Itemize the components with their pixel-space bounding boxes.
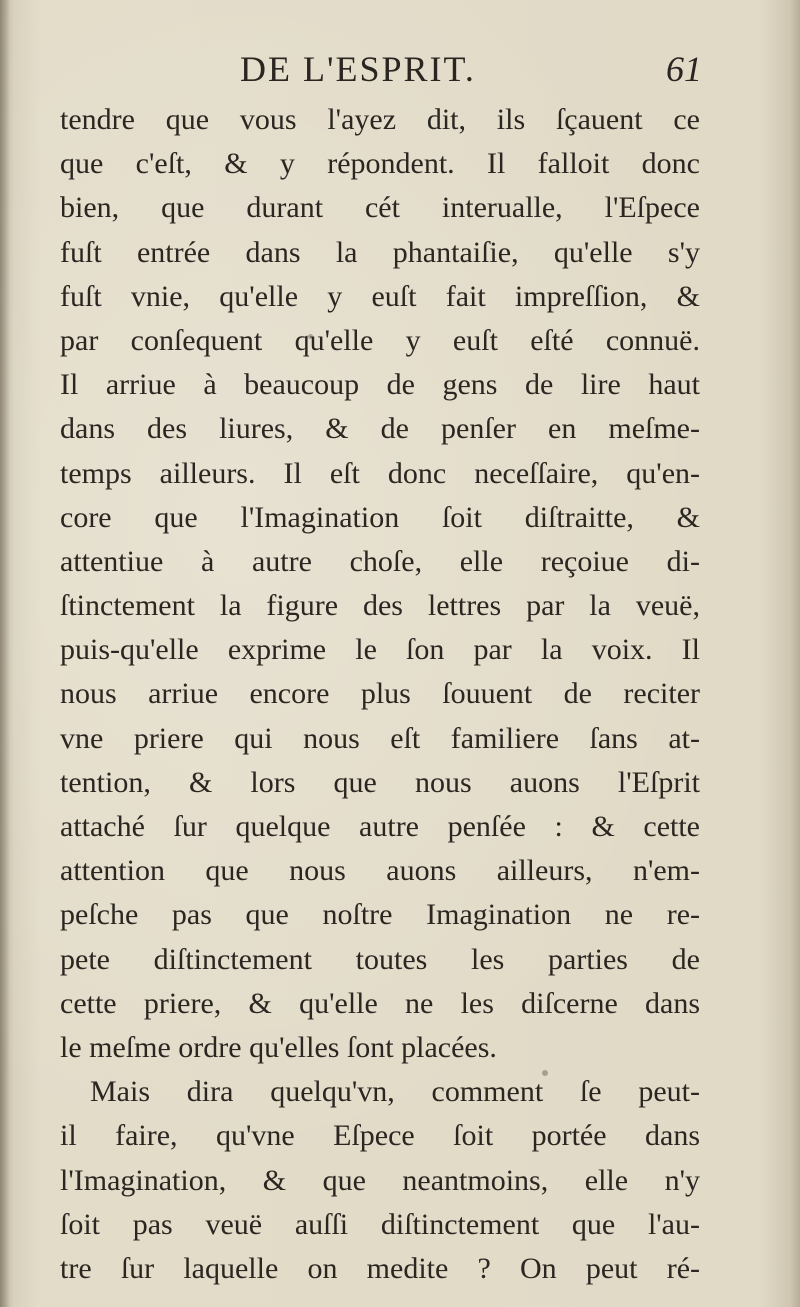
text-line: dans des liures, & de penſer en meſme- (60, 412, 700, 446)
text-line: attaché ſur quelque autre penſée : & cette (60, 810, 700, 843)
text-line: peſche pas que noſtre Imagination ne re- (60, 898, 700, 932)
text-line: ſoit pas veuë auſſi diſtinctement que l'au- (60, 1207, 700, 1241)
paragraph-start-line: Mais dira quelqu'vn, comment ſe peut- (90, 1075, 700, 1109)
page-header (60, 48, 700, 98)
text-line: tendre que vous l'ayez dit, ils ſçauent ce (60, 103, 700, 136)
ink-spot (308, 334, 313, 339)
text-line: core que l'Imagination ſoit diſtraitte, & (60, 500, 700, 534)
text-line: ſtinctement la figure des lettres par la veuë, (60, 589, 700, 623)
text-line: fuſt entrée dans la phantaiſie, qu'elle s'y (60, 235, 700, 269)
text-line: vne priere qui nous eſt familiere ſans at- (60, 721, 700, 755)
text-line: bien, que durant cét interualle, l'Eſpece (60, 191, 700, 225)
spine-shadow (0, 0, 10, 1307)
text-line: fuſt vnie, qu'elle y euſt fait impreſſion, & (60, 279, 700, 313)
text-line: tention, & lors que nous auons l'Eſprit (60, 765, 700, 799)
text-line: que c'eſt, & y répondent. Il falloit donc (60, 147, 700, 181)
text-line: le meſme ordre qu'elles ſont placées. (60, 1030, 497, 1064)
text-line: tre ſur laquelle on medite ? On peut ré- (60, 1251, 700, 1285)
text-line: pete diſtinctement toutes les parties de (60, 942, 700, 976)
text-line: par conſequent qu'elle y euſt eſté connuë. (60, 323, 700, 357)
text-line: cette priere, & qu'elle ne les diſcerne dans (60, 986, 700, 1020)
page-number: 61 (666, 49, 702, 89)
text-line: nous arriue encore plus ſouuent de reciter (60, 677, 700, 711)
text-line: Il arriue à beaucoup de gens de lire haut (60, 368, 700, 402)
text-line: attention que nous auons ailleurs, n'em- (60, 854, 700, 888)
text-block (60, 98, 700, 1291)
running-head: DE L'ESPRIT. (240, 49, 476, 89)
text-line: l'Imagination, & que neantmoins, elle n'y (60, 1163, 700, 1197)
text-line: puis-qu'elle exprime le ſon par la voix. Il (60, 633, 700, 667)
ink-spot (542, 1070, 548, 1076)
text-line: il faire, qu'vne Eſpece ſoit portée dans (60, 1119, 700, 1153)
text-line: temps ailleurs. Il eſt donc neceſſaire, qu'en- (60, 456, 700, 490)
text-line: attentiue à autre choſe, elle reçoiue di- (60, 544, 700, 578)
